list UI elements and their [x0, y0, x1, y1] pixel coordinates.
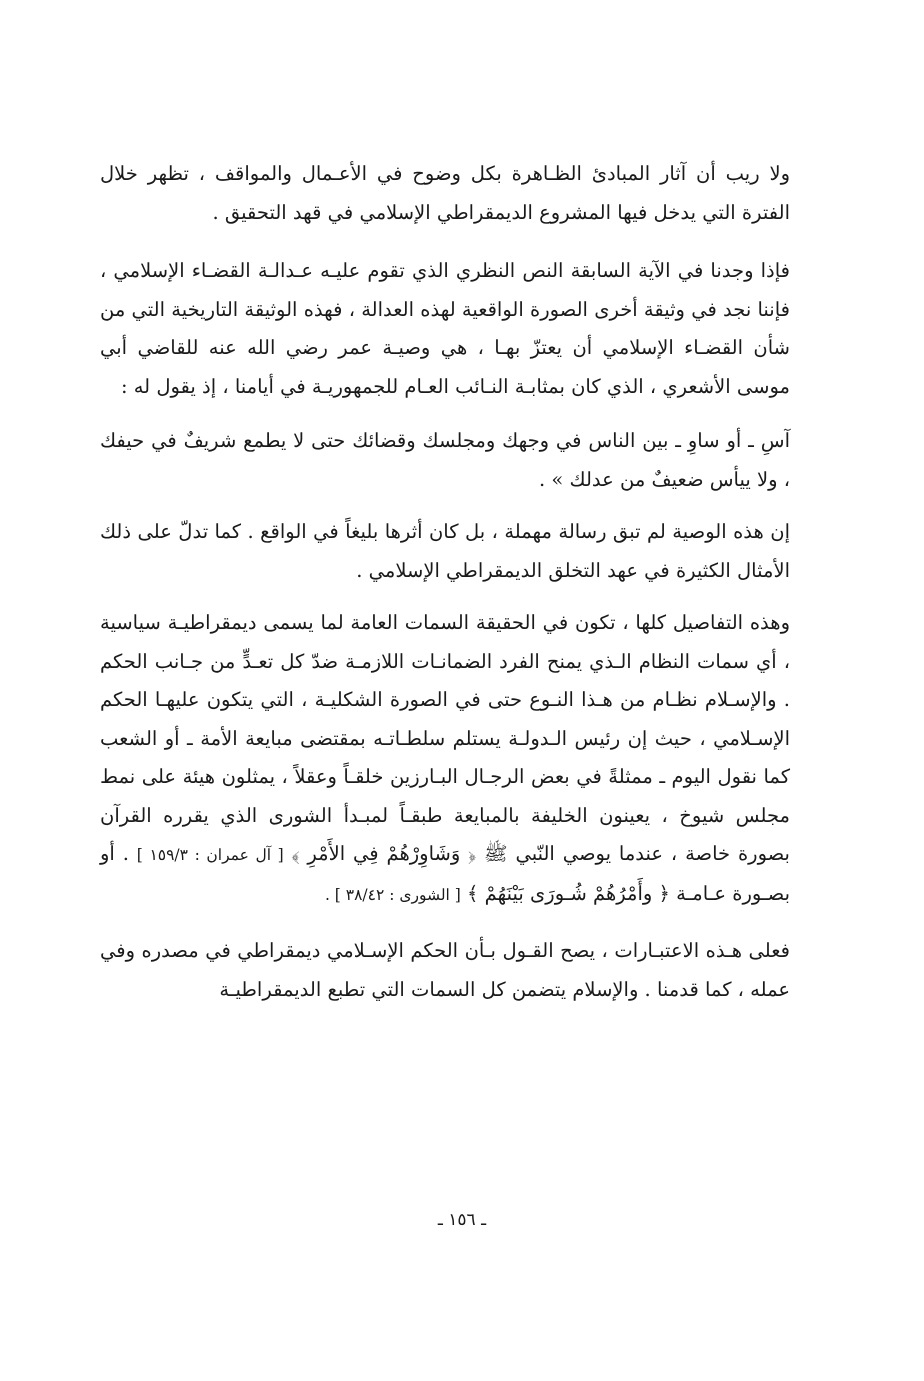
quran-citation-1: [ آل عمران : ١٥٩/٣ ] — [136, 846, 284, 864]
paragraph-5-continuation: . أو بصـورة عـامـة ﴿ وأَمْرُهُمْ شُـورَى بَيْنَهُمْ ﴾ — [100, 842, 790, 905]
paragraph-2: فإذا وجدنا في الآية السابقة النص النظري الذي تقوم عليـه عـدالـة القضـاء الإسلامي ، فإننا نجد في وثيقة أخرى الصورة الواقعية لهذه العدالة ، فهذه الوثيقة التاريخية التي من شأن القضـاء الإسلامي أن يعتزّ بهـا ، هي وصيـة عمر رضي الله عنه للقاضي أبي موسى الأشعري ، الذي كان بمثابـة النـائب العـام للجمهوريـة في أيامنا ، إذ يقول له : — [100, 259, 790, 398]
paragraph-5-text: وهذه التفاصيل كلها ، تكون في الحقيقة السمات العامة لما يسمى ديمقراطيـة سياسية ، أي سمات النظام الـذي يمنح الفرد الضمانـات اللازمـة ضدّ كل تعـدٍّ من جـانب الحكم . والإسـلام نظـام من هـذا النـوع حتى في الصورة الشكليـة ، التي يتكون عليهـا الحكم الإسـلامي ، حيث إن رئيس الـدولـة يستلم سلطـاتـه بمقتضى مبايعة الأمة ـ أو الشعب كما نقول اليوم ـ ممثلةً في بعض الرجـال البـارزين خلقـاً وعقلاً ، يمثلون هيئة على نمط مجلس شيوخ ، يعينون الخليفة بالمبايعة طبقـاً لمبـدأ الشورى الذي يقرره القرآن بصورة خاصة ، عندما يوصي النّبي ﷺ ﴿ وَشَاوِرْهُمْ فِي الأَمْرِ ﴾ — [100, 611, 790, 865]
quran-citation-2: [ الشورى : ٣٨/٤٢ ] . — [324, 885, 461, 904]
paragraph-5 — [100, 604, 790, 914]
paragraph-quote: آسِ ـ أو ساوِ ـ بين الناس في وجهك ومجلسك وقضائك حتى لا يطمع شريفٌ في حيفك ، ولا ييأس ضعيفٌ من عدلك » . — [100, 429, 790, 491]
page-number: ـ ١٥٦ ـ — [437, 1210, 487, 1230]
paragraph-1: ولا ريب أن آثار المبادئ الظـاهرة بكل وضوح في الأعـمال والمواقف ، تظهر خلال الفترة التي يدخل فيها المشروع الديمقراطي الإسلامي في قهد التحقيق . — [100, 162, 790, 224]
paragraph-4: إن هذه الوصية لم تبق رسالة مهملة ، بل كان أثرها بليغاً في الواقع . كما تدلّ على ذلك الأمثال الكثيرة في عهد التخلق الديمقراطي الإسلامي . — [100, 520, 790, 582]
page-body — [100, 155, 790, 1009]
paragraph-6: فعلى هـذه الاعتبـارات ، يصح القـول بـأن الحكم الإسـلامي ديمقراطي في مصدره وفي عمله ، كما قدمنا . والإسلام يتضمن كل السمات التي تطبع الديمقراطيـة — [100, 939, 790, 1001]
